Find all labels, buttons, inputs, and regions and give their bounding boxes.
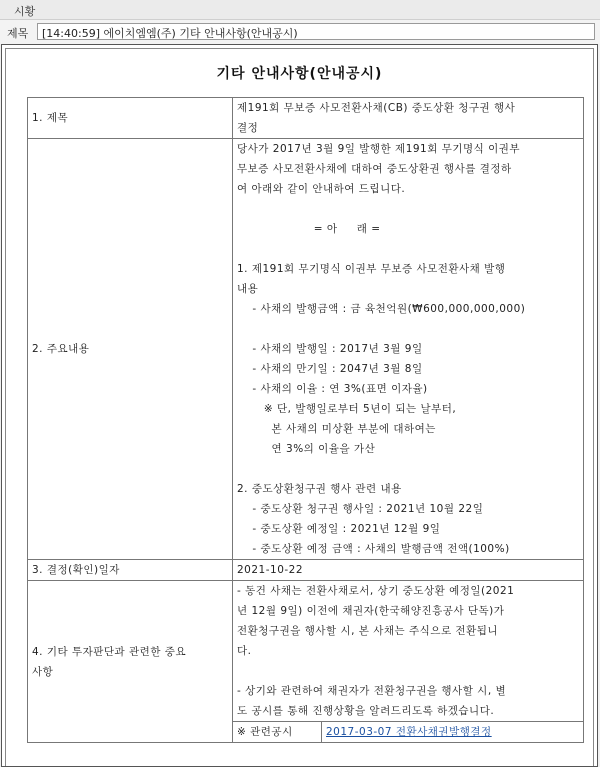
row-key-other-matters: 4. 기타 투자판단과 관련한 중요 사항	[28, 581, 233, 743]
related-disclosure-table	[233, 721, 583, 742]
related-disclosure-link[interactable]: 2017-03-07 전환사채권발행결정	[326, 726, 492, 738]
row-key-decision-date: 3. 결정(확인)일자	[28, 560, 233, 581]
row-key-main-content: 2. 주요내용	[28, 139, 233, 560]
tab-bar	[0, 0, 600, 20]
table-row	[28, 581, 584, 743]
related-disclosure-label: ※ 관련공시	[233, 722, 322, 743]
table-row	[28, 98, 584, 139]
subject-label: 제목	[7, 27, 29, 40]
row-value-other-matters-cell	[233, 581, 584, 743]
row-value-other-matters: - 동건 사채는 전환사채로서, 상기 중도상환 예정일(2021 년 12월 9일) 이전에 채권자(한국해양진흥공사 단독)가 전환청구권을 행사할 시, 본 사채는 주식으로 전환됩니 다. - 상기와 관련하여 채권자가 전환청구권을 행사할 시, 별 도 공시를 통해 진행상황을 알려드리도록 하겠습니다.	[237, 585, 515, 717]
table-row	[28, 139, 584, 560]
disclosure-document	[1, 44, 598, 767]
document-title: 기타 안내사항(안내공시)	[216, 66, 383, 82]
tab-market-news[interactable]: 시황	[14, 5, 36, 18]
disclosure-table	[27, 97, 584, 743]
subject-row	[0, 20, 600, 44]
table-row	[28, 560, 584, 581]
row-value-decision-date: 2021-10-22	[233, 560, 584, 581]
subject-field[interactable]: [14:40:59] 에이치엠엠(주) 기타 안내사항(안내공시)	[37, 23, 595, 40]
row-key-title: 1. 제목	[28, 98, 233, 139]
row-value-title: 제191회 무보증 사모전환사채(CB) 중도상환 청구권 행사 결정	[233, 98, 584, 139]
document-frame	[5, 48, 594, 766]
row-value-main-content: 당사가 2017년 3월 9일 발행한 제191회 무기명식 이권부 무보증 사모전환사채에 대하여 중도상환권 행사를 결정하 여 아래와 같이 안내하여 드립니다. = 아 래 = 1. 제191회 무기명식 이권부 무보증 사모전환사채 발행 내용 - 사채의 발행금액 : 금 육천억원(₩600,000,000,000) - 사채의 발행일 : 2017년 3월 9일 - 사채의 만기일 : 2047년 3월 8일 - 사채의 이율 : 연 3%(표면 이자율) ※ 단, 발행일로부터 5년이 되는 날부터, 본 사채의 미상환 부분에 대하여는 연 3%의 이율을 가산 2. 중도상환청구권 행사 관련 내용 - 중도상환 청구권 행사일 : 2021년 10월 22일 - 중도상환 예정일 : 2021년 12월 9일 - 중도상환 예정 금액 : 사채의 발행금액 전액(100%)	[233, 139, 584, 560]
